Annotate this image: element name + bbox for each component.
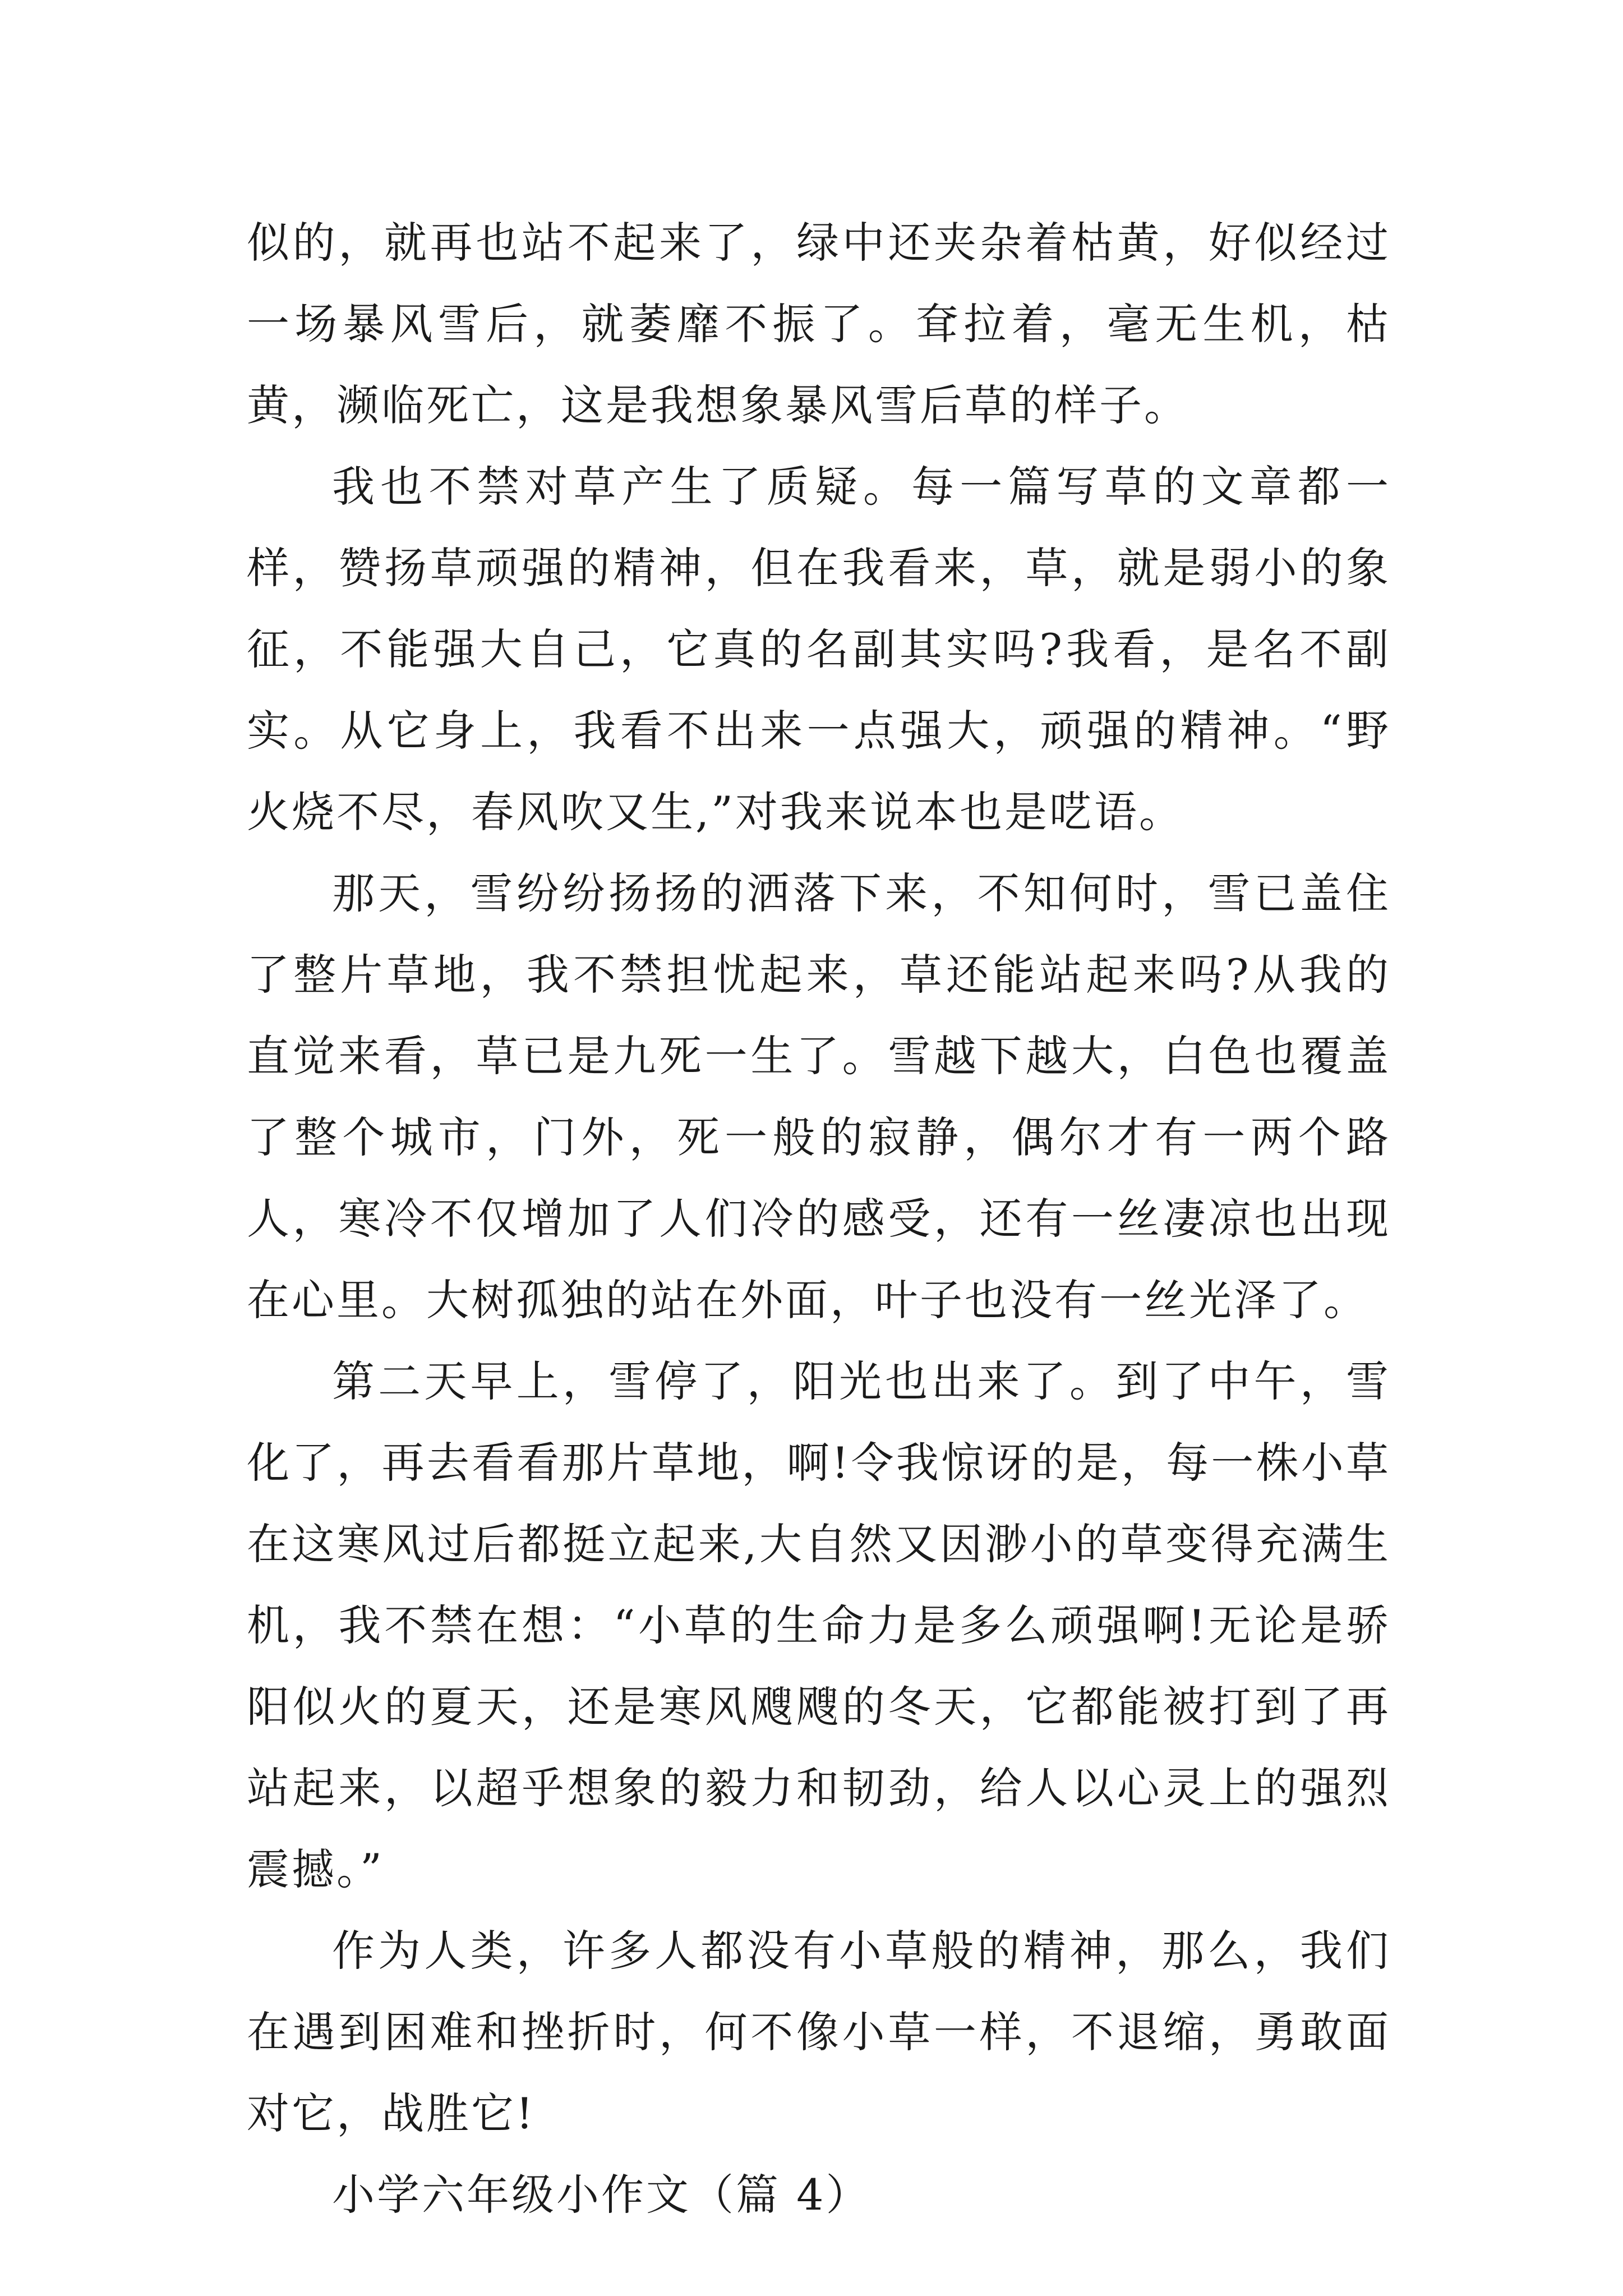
- paragraph-doubt: 我也不禁对草产生了质疑。每一篇写草的文章都一样，赞扬草顽强的精神，但在我看来，草，就是弱小的象征，不能强大自己，它真的名副其实吗?我看，是名不副实。从它身上，我看不出来一点强大，顽强的精神。“野火烧不尽，春风吹又生,”对我来说本也是呓语。: [247, 462, 1391, 837]
- paragraph-conclusion: 作为人类，许多人都没有小草般的精神，那么，我们在遇到困难和挫折时，何不像小草一样，不退缩，勇敢面对它，战胜它!: [247, 1926, 1391, 2138]
- document-body: [247, 202, 1391, 2235]
- paragraph-next-day: 第二天早上，雪停了，阳光也出来了。到了中午，雪化了，再去看看那片草地，啊!令我惊讶的是，每一株小草在这寒风过后都挺立起来,大自然又因渺小的草变得充满生机，我不禁在想：“小草的生命力是多么顽强啊!无论是骄阳似火的夏天，还是寒风飕飕的冬天，它都能被打到了再站起来，以超乎想象的毅力和韧劲，给人以心灵上的强烈震撼。”: [247, 1356, 1391, 1894]
- paragraph-snowfall: 那天，雪纷纷扬扬的洒落下来，不知何时，雪已盖住了整片草地，我不禁担忧起来，草还能站起来吗?从我的直觉来看，草已是九死一生了。雪越下越大，白色也覆盖了整个城市，门外，死一般的寂静，偶尔才有一两个路人，寒冷不仅增加了人们冷的感受，还有一丝凄凉也出现在心里。大树孤独的站在外面，叶子也没有一丝光泽了。: [247, 868, 1391, 1325]
- paragraph-continuation: 似的，就再也站不起来了，绿中还夹杂着枯黄，好似经过一场暴风雪后，就萎靡不振了。耷拉着，毫无生机，枯黄，濒临死亡，这是我想象暴风雪后草的样子。: [247, 218, 1391, 430]
- section-heading: 小学六年级小作文（篇 4）: [332, 2170, 871, 2220]
